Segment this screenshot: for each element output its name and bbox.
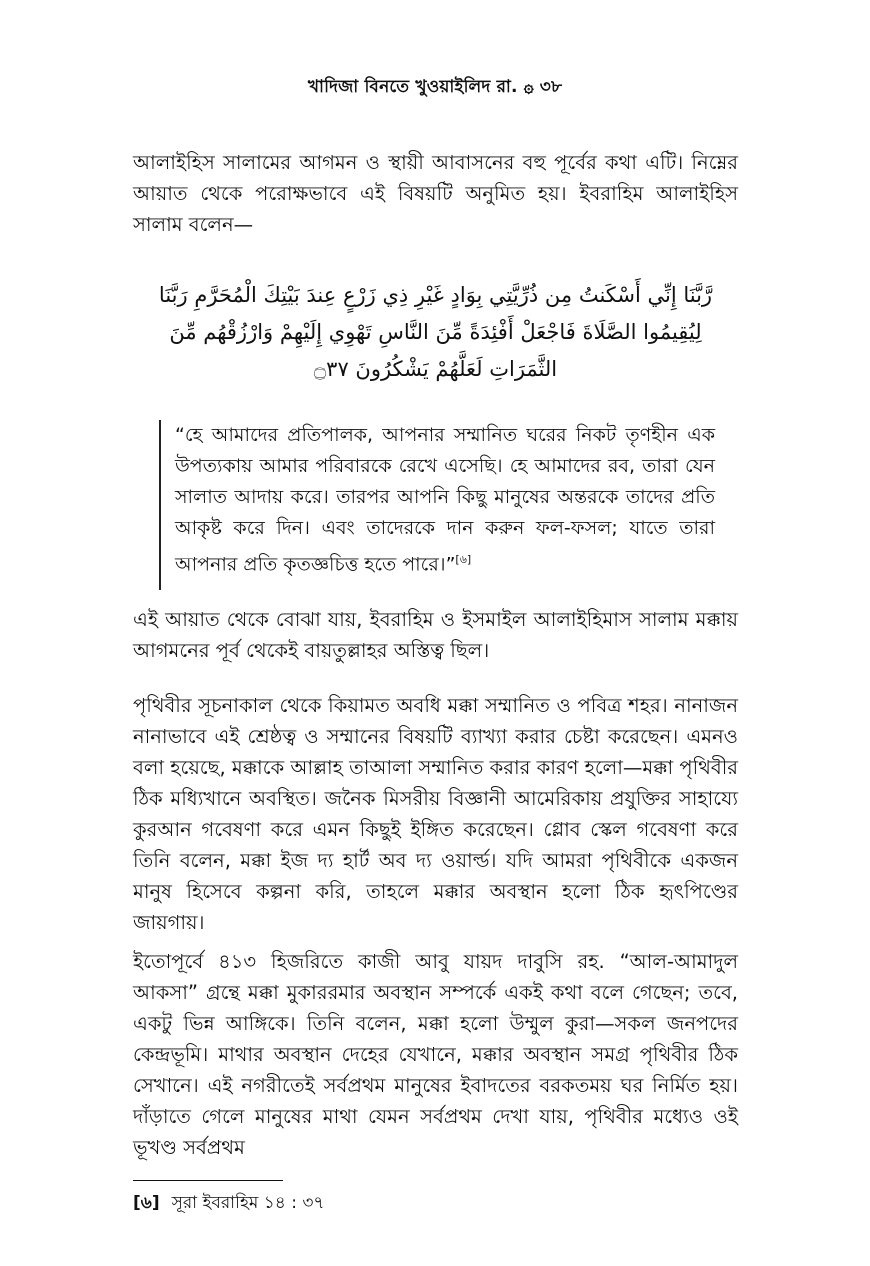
translation-blockquote [159,420,715,590]
page-number: ৩৮ [539,77,563,97]
running-header [0,74,870,102]
paragraph-4: ইতোপূর্বে ৪১৩ হিজরিতে কাজী আবু যায়দ দাবুসি রহ. “আল-আমাদুল আকসা” গ্রন্থে মক্কা মুকাররমার অবস্থান সম্পর্কে একই কথা বলে গেছেন; তবে, একটু ভিন্ন আঙ্গিকে। তিনি বলেন, মক্কা হলো উম্মুল কুরা—সকল জনপদের কেন্দ্রভূমি। মাথার অবস্থান দেহের যেখানে, মক্কার অবস্থান সমগ্র পৃথিবীর ঠিক সেখানে। এই নগরীতেই সর্বপ্রথম মানুষের ইবাদতের বরকতময় ঘর নির্মিত হয়। দাঁড়াতে গেলে মানুষের মাথা যেমন সর্বপ্রথম দেখা যায়, পৃথিবীর মধ্যেও ওই ভূখণ্ড সর্বপ্রথম [133,950,738,1159]
quote-text: “হে আমাদের প্রতিপালক, আপনার সম্মানিত ঘরের নিকট তৃণহীন এক উপত্যকায় আমার পরিবারকে রেখে এসেছি। হে আমাদের রব, তারা যেন সালাত আদায় করে। তারপর আপনি কিছু মানুষের অন্তরকে তাদের প্রতি আকৃষ্ট করে দিন। এবং তাদেরকে দান করুন ফল-ফসল; যাতে তারা আপনার প্রতি কৃতজ্ঞচিত্ত হতে পারে।” [175,424,715,576]
footnote-marker: [৬] [133,1193,160,1213]
header-separator: ۞ [523,77,534,97]
arabic-verse: رَّبَّنَا إِنِّي أَسْكَنتُ مِن ذُرِّيَّتِي بِوَادٍ غَيْرِ ذِي زَرْعٍ عِندَ بَيْتِكَ الْمُحَرَّمِ رَبَّنَا لِيُقِيمُوا الصَّلَاةَ فَاجْعَلْ أَفْئِدَةً مِّنَ النَّاسِ تَهْوِي إِلَيْهِمْ وَارْزُقْهُم مِّنَ الثَّمَرَاتِ لَعَلَّهُمْ يَشْكُرُونَ ۝٣٧ [158,283,713,381]
footnote-text: সূরা ইবরাহিম ১৪ : ৩৭ [171,1193,325,1213]
footnote-reference[interactable]: [৬] [455,553,472,566]
footnote [133,1190,324,1216]
footnote-divider [133,1180,283,1181]
intro-paragraph: আলাইহিস সালামের আগমন ও স্থায়ী আবাসনের বহু পূর্বের কথা এটি। নিম্নের আয়াত থেকে পরোক্ষভাবে এই বিষয়টি অনুমিত হয়। ইবরাহিম আলাইহিস সালাম বলেন— [133,151,738,236]
paragraph-3: পৃথিবীর সূচনাকাল থেকে কিয়ামত অবধি মক্কা সম্মানিত ও পবিত্র শহর। নানাজন নানাভাবে এই শ্রেষ্ঠত্ব ও সম্মানের বিষয়টি ব্যাখ্যা করার চেষ্টা করেছেন। এমনও বলা হয়েছে, মক্কাকে আল্লাহ তাআলা সম্মানিত করার কারণ হলো—মক্কা পৃথিবীর ঠিক মধ্যিখানে অবস্থিত। জনৈক মিসরীয় বিজ্ঞানী আমেরিকায় প্রযুক্তির সাহায্যে কুরআন গবেষণা করে এমন কিছুই ইঙ্গিত করেছেন। গ্লোব স্কেল গবেষণা করে তিনি বলেন, মক্কা ইজ দ্য হার্ট অব দ্য ওয়ার্ল্ড। যদি আমরা পৃথিবীকে একজন মানুষ হিসেবে কল্পনা করি, তাহলে মক্কার অবস্থান হলো ঠিক হৃৎপিণ্ডের জায়গায়। [133,694,738,934]
paragraph-2: এই আয়াত থেকে বোঝা যায়, ইবরাহিম ও ইসমাইল আলাইহিমাস সালাম মক্কায় আগমনের পূর্ব থেকেই বায়তুল্লাহর অস্তিত্ব ছিল। [133,608,738,662]
header-title: খাদিজা বিনতে খুওয়াইলিদ রা. [307,77,518,97]
